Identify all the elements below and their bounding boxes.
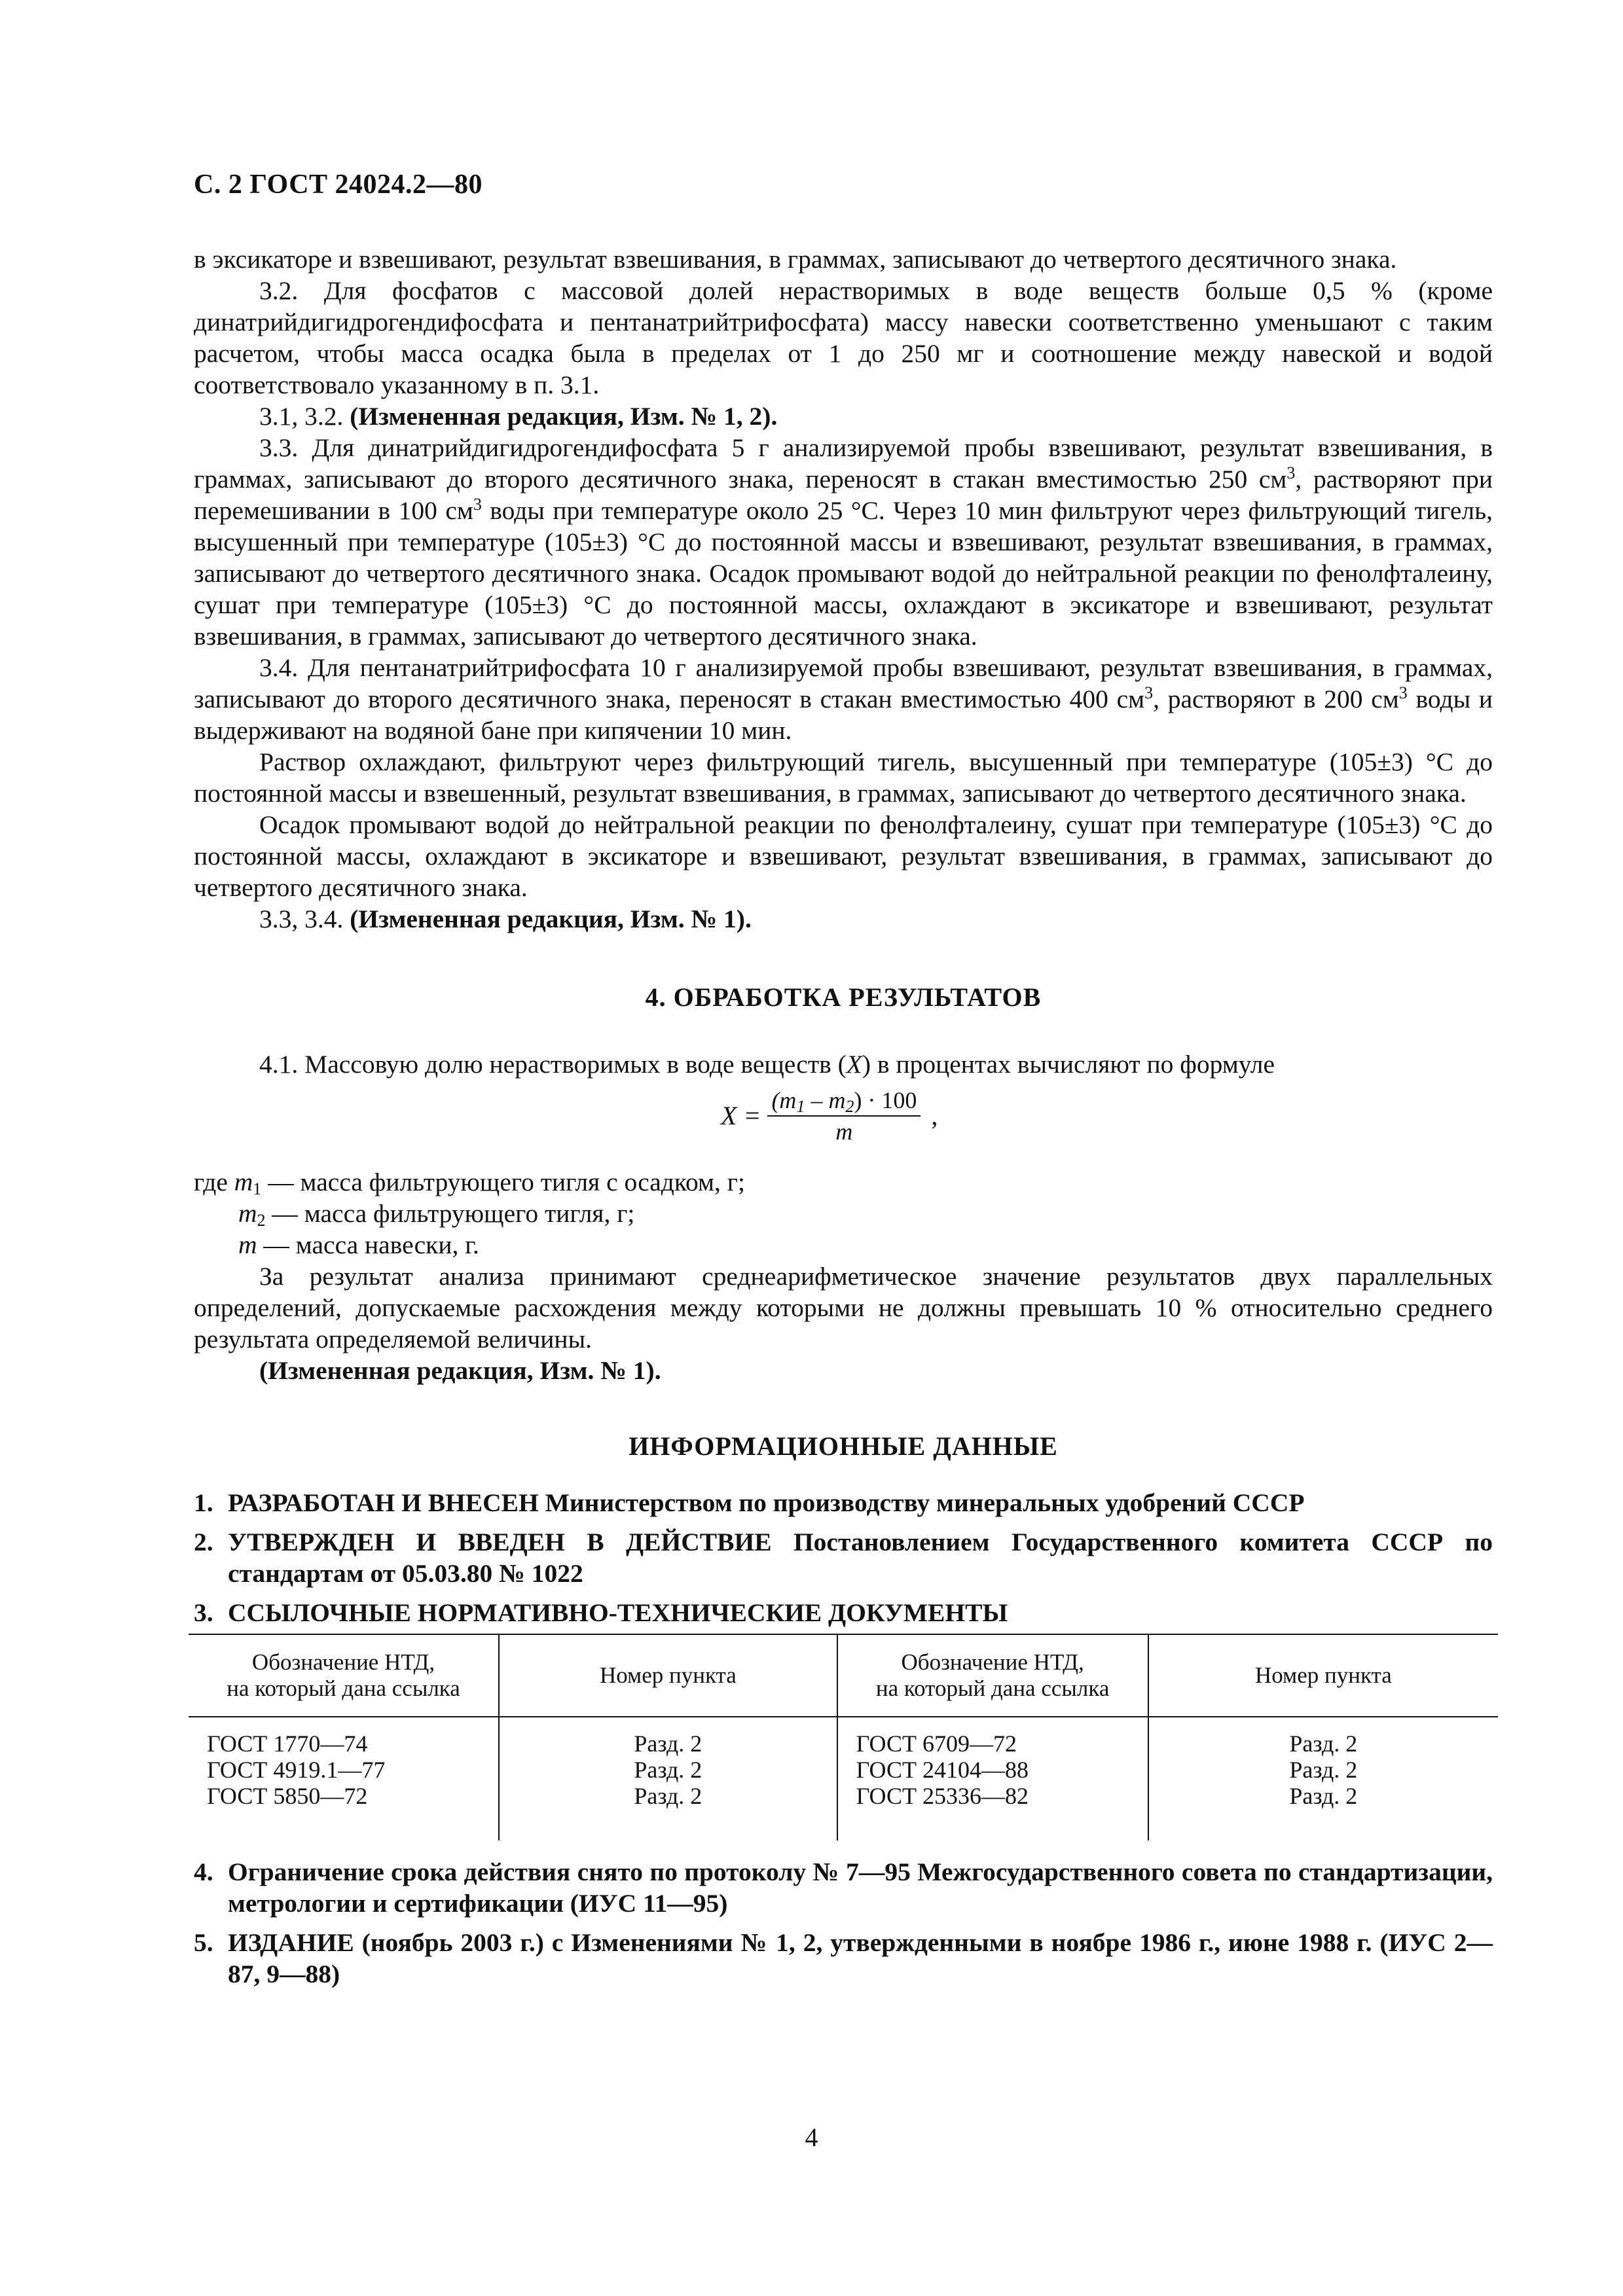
info-title: ИНФОРМАЦИОННЫЕ ДАННЫЕ (629, 1431, 1058, 1461)
formula-denominator: m (835, 1119, 853, 1145)
info-item-number: 2. (194, 1528, 213, 1556)
info-item-caps: ССЫЛОЧНЫЕ НОРМАТИВНО-ТЕХНИЧЕСКИЕ ДОКУМЕНТЫ (228, 1598, 1008, 1627)
header-line: Обозначение НТД, (901, 1649, 1084, 1675)
formula-numerator (767, 1085, 921, 1117)
info-item-body: Постановлением Государственного комитета СССР по стандартам от 05.03.80 № 1022 (228, 1528, 1493, 1588)
reference-documents-table (189, 1634, 1498, 1840)
variable: m (238, 1199, 257, 1228)
info-item-caps: ИЗДАНИЕ (228, 1928, 354, 1957)
paragraph-solution-cooling: Раствор охлаждают, фильтруют через фильтрующий тигель, высушенный при температуре (105±3) °С до постоянной массы и взвешенный, результат взвешивания, в граммах, записывают до четвертого десятичного знака. (194, 747, 1493, 808)
cell-value: ГОСТ 6709—72 (856, 1731, 1017, 1757)
info-item-number: 5. (194, 1928, 213, 1957)
amendment-text: (Измененная редакция, Изм. № 1). (350, 905, 752, 933)
cell-value: Разд. 2 (634, 1783, 702, 1809)
superscript: 3 (473, 495, 482, 514)
info-item-body: Министерством по производству минеральных удобрений СССР (538, 1488, 1305, 1517)
amendment-prefix: 3.3, 3.4. (259, 905, 344, 933)
text-run: воды при температуре около 25 °С. Через 10 мин фильтруют через фильтрующий тигель, высушенный при температуре (105±3) °С до постоянной массы и взвешивают, результат взвешивания, в граммах, записывают до четвертого десятичного знака. Осадок промывают водой до нейтральной реакции по фенолфталеину, сушат при температуре (105±3) °С до постоянной массы, охлаждают в эксикаторе и взвешивают, результат взвешивания, в граммах, записывают до четвертого десятичного знака. (194, 496, 1493, 651)
info-item-2 (194, 1526, 1493, 1589)
info-item-1 (194, 1487, 1493, 1518)
text-run: 3.4. Для пентанатрийтрифосфата 10 г анализируемой пробы взвешивают, результат взвешивания, в граммах, записывают до второго десятичного знака, переносят в стакан вместимостью 400 см (194, 653, 1493, 713)
cell-value: ГОСТ 1770—74 (207, 1731, 368, 1757)
variable: X (846, 1050, 862, 1079)
text-run: — масса навески, г. (257, 1230, 479, 1259)
cell-value: ГОСТ 4919.1—77 (207, 1757, 386, 1783)
info-item-3 (194, 1597, 1493, 1628)
cell-value: ГОСТ 5850—72 (207, 1783, 368, 1809)
superscript: 3 (1144, 683, 1154, 702)
text-run: — масса фильтрующего тигля, г; (265, 1199, 635, 1228)
cell-value: ГОСТ 25336—82 (856, 1783, 1029, 1809)
info-item-text (228, 1487, 1493, 1518)
info-item-number: 4. (194, 1857, 213, 1886)
paragraph-4-1 (194, 1049, 1493, 1080)
document-body (194, 243, 1493, 1998)
table-header-ntd (837, 1634, 1148, 1717)
info-item-text (228, 1856, 1493, 1919)
info-item-text (228, 1927, 1493, 1990)
info-item-text (228, 1597, 1493, 1628)
amendment-prefix: 3.1, 3.2. (259, 402, 344, 431)
table-header-row (189, 1634, 1498, 1717)
table-cell-clause (499, 1717, 837, 1840)
legend-line-m2 (194, 1198, 1493, 1229)
amendment-text: (Измененная редакция, Изм. № 1, 2). (350, 402, 778, 431)
info-item-text (228, 1526, 1493, 1589)
table-cell-clause (1148, 1717, 1498, 1840)
formula-part: ) · 100 (854, 1087, 917, 1113)
paragraph-precipitate-wash: Осадок промывают водой до нейтральной реакции по фенолфталеину, сушат при температуре (105±3) °С до постоянной массы, охлаждают в эксикаторе и взвешивают, результат взвешивания, в граммах, записывают до четвертого десятичного знака. (194, 810, 1493, 902)
info-item-body: Ограничение срока действия снято по протоколу № 7—95 Межгосударственного совета по стандартизации, метрологии и сертификации (ИУС 11—95) (228, 1857, 1493, 1918)
formula-block (194, 1085, 1493, 1157)
formula-comma: , (931, 1101, 938, 1130)
variable: m (238, 1230, 257, 1259)
cell-value: ГОСТ 24104—88 (856, 1757, 1029, 1783)
paragraph-3-2: 3.2. Для фосфатов с массовой долей нерастворимых в воде веществ больше 0,5 % (кроме динатрийдигидрогендифосфата и пентанатрийтрифосфата) массу навески соответственно уменьшают с таким расчетом, чтобы масса осадка была в пределах от 1 до 250 мг и соотношение между навеской и водой соответствовало указанному в п. 3.1. (194, 276, 1493, 399)
variable-legend (194, 1166, 1493, 1261)
header-line: Обозначение НТД, (251, 1649, 435, 1675)
cell-value: Разд. 2 (634, 1757, 702, 1783)
superscript: 3 (1286, 463, 1296, 482)
text-run: где (194, 1168, 234, 1196)
page-header: С. 2 ГОСТ 24024.2—80 (194, 170, 483, 200)
subscript: 1 (796, 1097, 805, 1116)
paragraph-result-average: За результат анализа принимают среднеарифметическое значение результатов двух параллельных определений, допускаемые расхождения между которыми не должны превышать 10 % относительно среднего результата определяемой величины. (194, 1262, 1493, 1354)
legend-line-m1 (194, 1166, 1493, 1198)
paragraph-3-4 (194, 652, 1493, 746)
formula-lhs: X = (721, 1101, 761, 1130)
table-header-clause: Номер пункта (1148, 1634, 1498, 1717)
header-line: на который дана ссылка (875, 1676, 1110, 1701)
subscript: 2 (845, 1097, 854, 1116)
subscript: 1 (253, 1179, 262, 1198)
cell-value: Разд. 2 (1289, 1783, 1358, 1809)
table-header-ntd (189, 1634, 499, 1717)
cell-value: Разд. 2 (1289, 1731, 1358, 1757)
formula-fraction (767, 1085, 921, 1147)
paragraph-3-3 (194, 432, 1493, 652)
info-item-caps: РАЗРАБОТАН И ВНЕСЕН (228, 1488, 539, 1517)
text-run: 3.3. Для динатрийдигидрогендифосфата 5 г анализируемой пробы взвешивают, результат взвешивания, в граммах, записывают до второго десятичного знака, переносят в стакан вместимостью 250 см (194, 433, 1493, 493)
variable: m (234, 1168, 253, 1196)
text-run: , растворяют в 200 см (1153, 685, 1399, 713)
info-item-caps: УТВЕРЖДЕН И ВВЕДЕН В ДЕЙСТВИЕ (228, 1528, 772, 1556)
table-cell-ntd (837, 1717, 1148, 1840)
header-line: на который дана ссылка (227, 1676, 460, 1701)
legend-line-m (194, 1229, 1493, 1261)
section-title-results: 4. ОБРАБОТКА РЕЗУЛЬТАТОВ (645, 982, 1042, 1012)
info-item-4 (194, 1856, 1493, 1919)
info-item-body: (ноябрь 2003 г.) с Изменениями № 1, 2, утвержденными в ноябре 1986 г., июне 1988 г. (ИУС 2—87, 9—88) (228, 1928, 1493, 1988)
cell-value: Разд. 2 (1289, 1757, 1358, 1783)
amendment-note-3-1-3-2 (194, 401, 1493, 432)
subscript: 2 (257, 1211, 266, 1230)
info-item-number: 3. (194, 1598, 213, 1627)
formula-part: (m (771, 1087, 797, 1113)
amendment-note-4: (Измененная редакция, Изм. № 1). (259, 1356, 661, 1385)
text-run: воды и выдерживают на водяной бане при кипячении 10 мин. (194, 685, 1493, 745)
cell-value: Разд. 2 (634, 1731, 702, 1757)
table-header-clause: Номер пункта (499, 1634, 837, 1717)
info-item-5 (194, 1927, 1493, 1990)
text-run: — масса фильтрующего тигля с осадком, г; (261, 1168, 745, 1196)
text-run: 4.1. Массовую долю нерастворимых в воде веществ ( (259, 1050, 847, 1079)
superscript: 3 (1398, 683, 1408, 702)
text-run: , растворяют при перемешивании в 100 см (194, 465, 1493, 525)
formula-part: – m (805, 1087, 846, 1113)
formula (721, 1085, 938, 1147)
page-number: 4 (805, 2123, 818, 2152)
table-row (189, 1717, 1498, 1840)
text-run: ) в процентах вычисляют по формуле (862, 1050, 1275, 1079)
table-cell-ntd (189, 1717, 499, 1840)
paragraph-continuation: в эксикаторе и взвешивают, результат взвешивания, в граммах, записывают до четвертого десятичного знака. (194, 245, 1397, 274)
amendment-note-3-3-3-4 (194, 903, 1493, 935)
info-item-number: 1. (194, 1488, 213, 1517)
